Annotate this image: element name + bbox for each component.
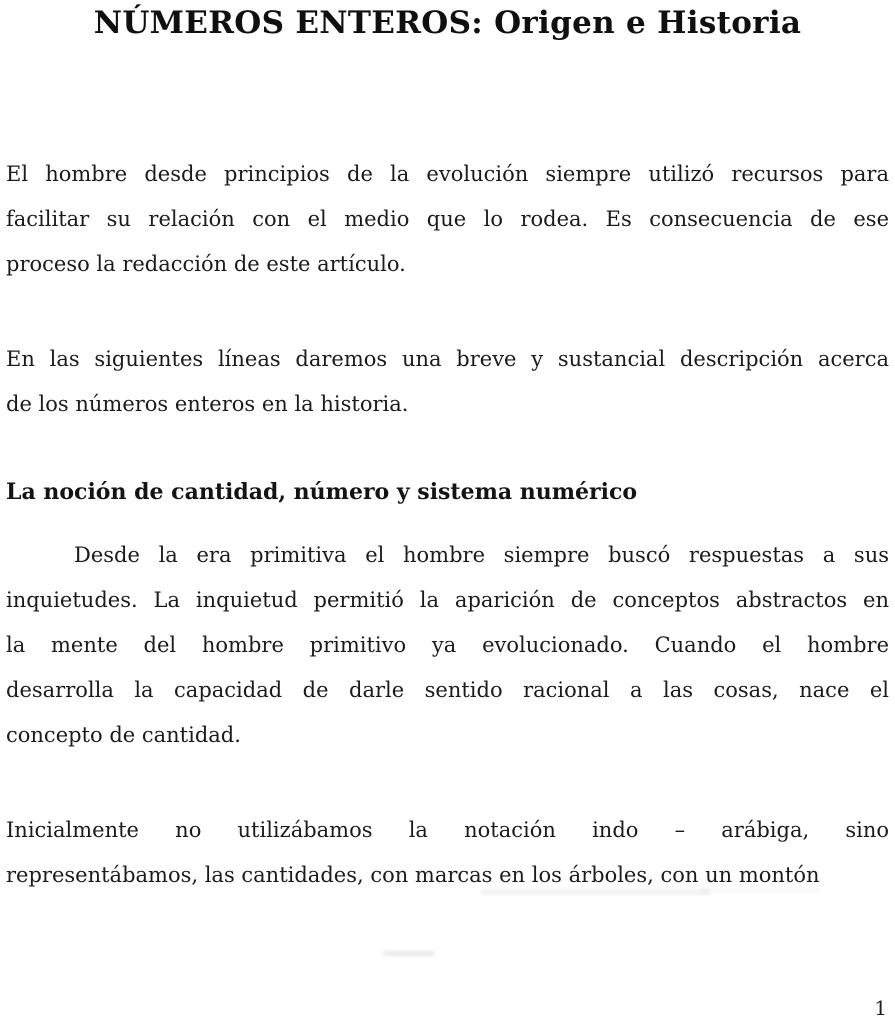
text-line: Desde la era primitiva el hombre siempre buscó respuestas a sus bbox=[74, 543, 889, 568]
fourth-paragraph bbox=[6, 808, 889, 898]
second-paragraph bbox=[6, 337, 889, 427]
text-line: de los números enteros en la historia. bbox=[6, 392, 409, 416]
text-line: El hombre desde principios de la evolución siempre utilizó recursos para bbox=[6, 162, 889, 186]
third-paragraph bbox=[6, 533, 889, 758]
text-line: concepto de cantidad. bbox=[6, 723, 241, 748]
text-line: facilitar su relación con el medio que lo rodea. Es consecuencia de ese bbox=[6, 207, 889, 231]
text-line: representábamos, las cantidades, con marcas en los árboles, con un montón bbox=[6, 863, 820, 888]
text-line: desarrolla la capacidad de darle sentido racional a las cosas, nace el bbox=[6, 678, 889, 703]
document-title: NÚMEROS ENTEROS: Origen e Historia bbox=[93, 5, 802, 41]
section-heading: La noción de cantidad, número y sistema numérico bbox=[6, 479, 638, 505]
scan-smudge bbox=[383, 951, 435, 956]
text-line: En las siguientes líneas daremos una breve y sustancial descripción acerca bbox=[6, 347, 889, 371]
text-line: inquietudes. La inquietud permitió la aparición de conceptos abstractos en bbox=[6, 588, 889, 613]
intro-paragraph bbox=[6, 152, 889, 287]
text-line: la mente del hombre primitivo ya evolucionado. Cuando el hombre bbox=[6, 633, 889, 658]
text-line: proceso la redacción de este artículo. bbox=[6, 252, 406, 276]
page-number: 1 bbox=[874, 996, 887, 1020]
text-line: Inicialmente no utilizábamos la notación indo – arábiga, sino bbox=[6, 818, 889, 843]
